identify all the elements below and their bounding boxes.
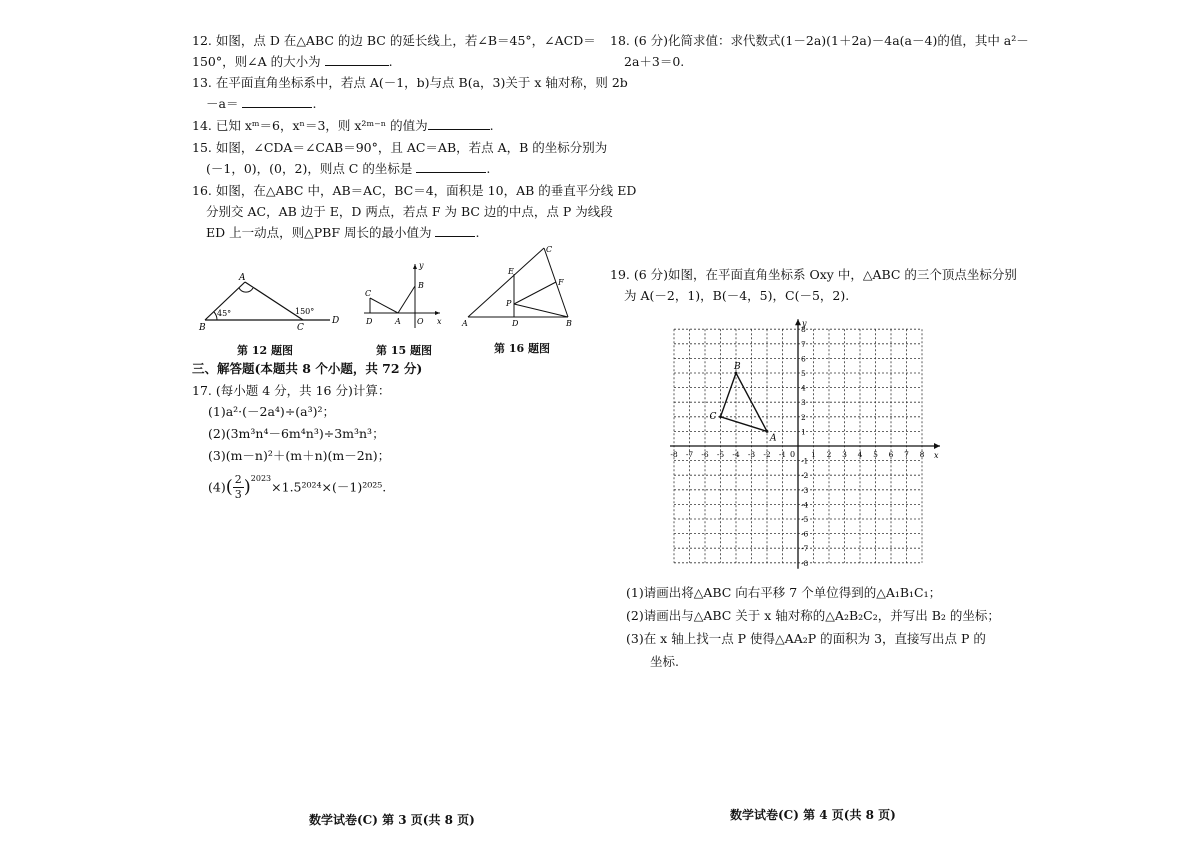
origin-label: 0 (790, 450, 796, 459)
y-axis-label: y (802, 319, 807, 329)
y-tick-label: 2 (801, 412, 806, 422)
q19-part-3-cont: 坐标. (650, 654, 679, 669)
y-tick-label: -8 (801, 558, 809, 568)
vertex-point (766, 430, 769, 433)
question-16 (192, 180, 636, 243)
fig15-label-b: B (418, 281, 424, 290)
x-tick-label: -8 (670, 450, 678, 459)
fig15-label-d: D (366, 317, 373, 326)
x-tick-label: 1 (811, 450, 816, 459)
fig16-label-b: B (566, 319, 572, 328)
fig16-label-p: P (506, 299, 512, 308)
q18-line1: 18. (6 分)化简求值：求代数式(1－2a)(1＋2a)－4a(a－4)的值，其中 a²－ (610, 33, 1029, 48)
fig12-angle-b: 45° (217, 309, 232, 318)
x-axis-arrow (934, 443, 940, 449)
page-footer-4: 数学试卷(C) 第 4 页(共 8 页) (730, 808, 896, 822)
x-tick-label: 5 (873, 450, 878, 459)
q13-line1: 13. 在平面直角坐标系中，若点 A(－1，b)与点 B(a，3)关于 x 轴对称，则 2b (192, 75, 628, 90)
fig15-label-o: O (417, 317, 424, 326)
q17-item-2: (2)(3m³n⁴－6m⁴n³)÷3m³n³； (208, 426, 385, 441)
q17-item-4: (4)( $\frac{2}{3}$ )$^{2023}$×1.5²⁰²⁴×(－1)²⁰²⁵. (208, 473, 387, 501)
x-tick-label: -7 (685, 450, 694, 459)
q19-part-2: (2)请画出与△ABC 关于 x 轴对称的△A₂B₂C₂，并写出 B₂ 的坐标； (626, 608, 1000, 623)
figure-16 (460, 242, 580, 332)
x-tick-label: 3 (842, 450, 847, 459)
y-tick-label: -2 (801, 471, 809, 481)
coordinate-grid-chart (670, 318, 960, 574)
q12-line1: 12. 如图，点 D 在△ABC 的边 BC 的延长线上，若∠B＝45°，∠ACD＝ (192, 33, 596, 48)
section-3-heading: 三、解答题(本题共 8 个小题，共 72 分) (192, 361, 423, 376)
q19-line1: 19. (6 分)如图，在平面直角坐标系 Oxy 中，△ABC 的三个顶点坐标分别 (610, 267, 1017, 282)
answer-blank-15[interactable] (416, 160, 486, 173)
q16-line2: 分别交 AC，AB 边于 E，D 两点，若点 F 为 BC 边的中点，点 P 为线段 (206, 204, 613, 219)
x-tick-label: -6 (701, 450, 709, 459)
vertex-label: B (734, 362, 741, 372)
x-tick-label: 8 (919, 450, 925, 459)
q19-part-3: (3)在 x 轴上找一点 P 使得△AA₂P 的面积为 3，直接写出点 P 的 (626, 631, 986, 646)
x-tick-label: 4 (857, 450, 863, 459)
q15-line2: (－1，0)，(0，2)，则点 C 的坐标是 . (206, 161, 491, 176)
y-tick-label: 7 (801, 339, 806, 349)
figure-15 (360, 258, 445, 330)
y-tick-label: 6 (801, 354, 806, 364)
fig12-angle-c: 150° (295, 307, 315, 316)
y-tick-label: 8 (801, 325, 806, 335)
fig12-label-b: B (199, 323, 206, 332)
q19-part-1: (1)请画出将△ABC 向右平移 7 个单位得到的△A₁B₁C₁； (626, 585, 942, 600)
answer-blank-13[interactable] (242, 95, 312, 108)
answer-blank-14[interactable] (428, 117, 490, 130)
question-14: 14. 已知 xᵐ＝6，xⁿ＝3，则 x²ᵐ⁻ⁿ 的值为 . (192, 118, 494, 133)
vertex-label: C (709, 411, 717, 422)
q17-title: 17. (每小题 4 分，共 16 分)计算： (192, 383, 391, 398)
fig16-label-e: E (508, 267, 514, 276)
fig15-label-c: C (365, 289, 372, 298)
q19-line2: 为 A(－2，1)，B(－4，5)，C(－5，2). (624, 288, 850, 303)
x-tick-label: -4 (732, 450, 740, 459)
x-tick-label: -2 (763, 450, 771, 459)
caption-figure-16: 第 16 题图 (494, 342, 550, 355)
question-19 (610, 264, 1017, 306)
figure-12 (195, 270, 345, 332)
y-tick-label: 3 (801, 398, 806, 408)
fig12-label-d: D (332, 316, 340, 326)
fraction-two-thirds: $\frac{2}{3}$ (234, 473, 242, 501)
x-tick-label: -5 (716, 450, 725, 459)
answer-blank-16[interactable] (435, 224, 475, 237)
q16-line3: ED 上一动点，则△PBF 周长的最小值为 . (206, 225, 480, 240)
q17-item-1: (1)a²·(－2a⁴)÷(a³)²； (208, 404, 336, 419)
y-tick-label: 1 (801, 427, 806, 437)
answer-blank-12[interactable] (325, 53, 389, 66)
fig16-label-f: F (558, 278, 564, 287)
y-tick-label: -6 (801, 529, 809, 539)
fig15-label-a: A (395, 317, 401, 326)
fig16-label-d: D (512, 319, 519, 328)
y-tick-label: -1 (801, 456, 809, 466)
vertex-point (719, 415, 722, 418)
question-15 (192, 137, 607, 179)
fig12-label-a: A (239, 273, 246, 283)
vertex-label: A (770, 433, 777, 444)
x-tick-label: 6 (888, 450, 894, 459)
fig15-label-y: y (419, 261, 424, 270)
x-axis-label: x (934, 451, 939, 460)
right-page (600, 0, 1200, 849)
x-tick-label: -1 (778, 450, 787, 459)
y-tick-label: 5 (801, 369, 806, 378)
q12-line2: 150°，则∠A 的大小为 . (192, 54, 393, 69)
caption-figure-15: 第 15 题图 (376, 344, 432, 357)
x-tick-label: 2 (826, 450, 832, 459)
page-footer-3: 数学试卷(C) 第 3 页(共 8 页) (309, 813, 475, 827)
question-13 (192, 72, 628, 114)
question-12 (192, 30, 596, 72)
question-18 (610, 30, 1029, 72)
x-tick-label: 7 (904, 450, 909, 459)
x-tick-label: -3 (747, 450, 756, 459)
y-tick-label: -4 (801, 500, 809, 510)
y-tick-label: 4 (801, 383, 806, 393)
q16-line1: 16. 如图，在△ABC 中，AB＝AC，BC＝4，面积是 10，AB 的垂直平分线 ED (192, 183, 637, 198)
vertex-point (735, 372, 738, 375)
q18-line2: 2a＋3＝0. (624, 54, 685, 69)
y-tick-label: -5 (801, 515, 809, 524)
fig15-label-x: x (437, 317, 442, 326)
fig16-label-a: A (462, 319, 468, 328)
fig16-label-c: C (546, 245, 553, 254)
fig12-label-c: C (297, 323, 304, 332)
q15-line1: 15. 如图，∠CDA＝∠CAB＝90°，且 AC＝AB，若点 A，B 的坐标分别为 (192, 140, 608, 155)
caption-figure-12: 第 12 题图 (237, 344, 293, 357)
y-tick-label: -7 (801, 544, 809, 554)
y-tick-label: -3 (801, 485, 809, 495)
q13-line2: －a＝ . (206, 96, 317, 111)
q17-item-3: (3)(m－n)²＋(m＋n)(m－2n)； (208, 448, 391, 463)
